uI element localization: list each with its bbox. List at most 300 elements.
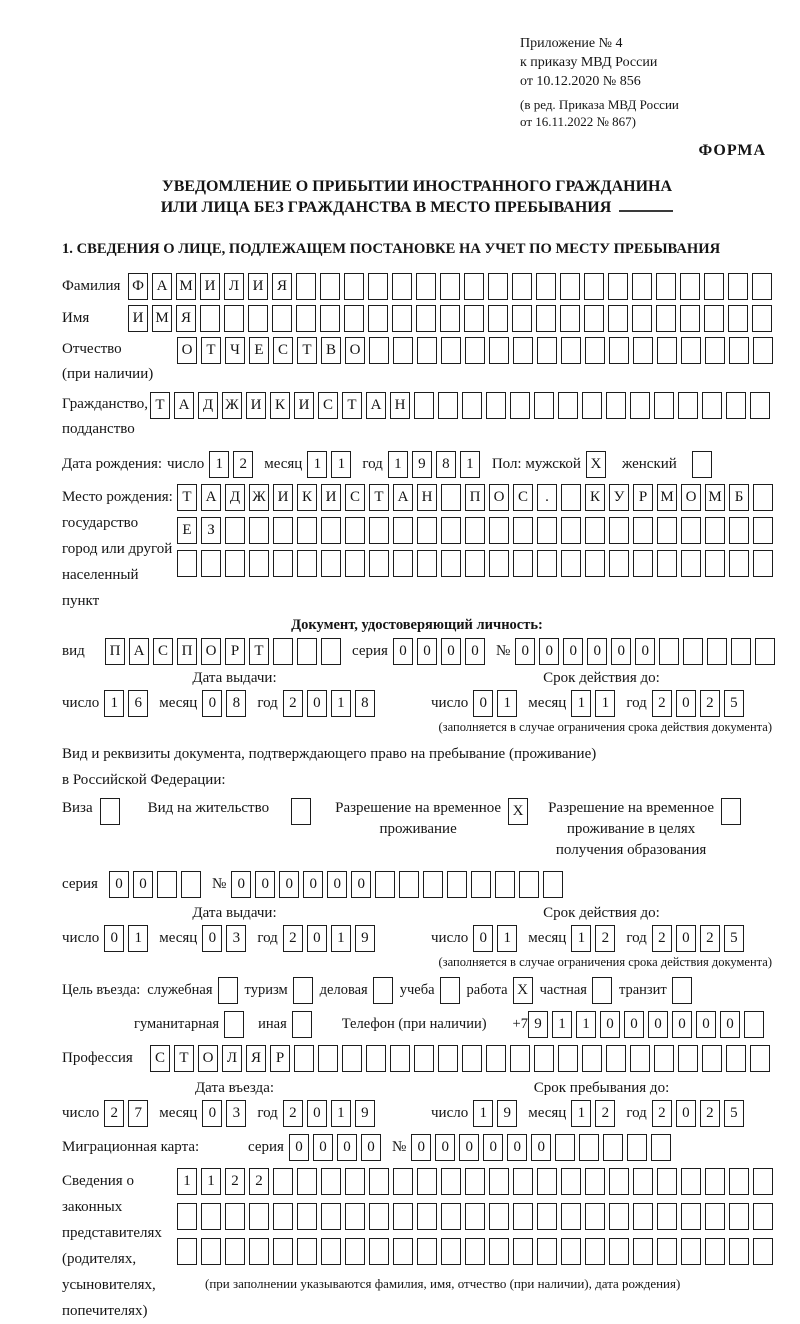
char-cell xyxy=(657,1238,677,1265)
char-cell xyxy=(369,517,389,544)
char-cell xyxy=(273,517,293,544)
char-cell xyxy=(486,392,506,419)
char-cell: Р xyxy=(225,638,245,665)
char-cell: 1 xyxy=(571,690,591,717)
char-cell: 0 xyxy=(307,1100,327,1127)
char-cell: 1 xyxy=(331,690,351,717)
rvp-number-cells xyxy=(231,871,563,898)
char-cell xyxy=(320,273,340,300)
char-cell: 0 xyxy=(327,871,347,898)
char-cell xyxy=(633,337,653,364)
char-cell: У xyxy=(609,484,629,511)
char-cell xyxy=(441,1203,461,1230)
char-cell: 8 xyxy=(355,690,375,717)
char-cell: С xyxy=(318,392,338,419)
year-label: год xyxy=(257,695,278,711)
rvp-valid-day-cells xyxy=(473,925,517,952)
char-cell xyxy=(393,550,413,577)
valid-until-label: Срок действия до: xyxy=(543,905,660,921)
char-cell: И xyxy=(128,305,148,332)
birth-year-cells xyxy=(388,451,480,478)
stay-day-cells xyxy=(473,1100,517,1127)
char-cell xyxy=(393,1203,413,1230)
char-cell xyxy=(273,638,293,665)
char-cell xyxy=(489,517,509,544)
char-cell: 9 xyxy=(497,1100,517,1127)
char-cell: 0 xyxy=(231,871,251,898)
month-label: месяц xyxy=(159,1105,198,1121)
char-cell xyxy=(536,305,556,332)
given-name-cells xyxy=(128,305,772,332)
temp-residence-edu-checkbox xyxy=(721,798,741,825)
char-cell xyxy=(633,550,653,577)
char-cell: Т xyxy=(369,484,389,511)
month-label: месяц xyxy=(528,930,567,946)
char-cell: А xyxy=(393,484,413,511)
char-cell: 1 xyxy=(209,451,229,478)
char-cell xyxy=(558,1045,578,1072)
char-cell: А xyxy=(201,484,221,511)
char-cell: Ж xyxy=(249,484,269,511)
series-label: серия xyxy=(352,643,388,659)
section1-heading: 1. СВЕДЕНИЯ О ЛИЦЕ, ПОДЛЕЖАЩЕМ ПОСТАНОВКЕ НА УЧЕТ ПО МЕСТУ ПРЕБЫВАНИЯ xyxy=(62,241,721,257)
char-cell xyxy=(273,1168,293,1195)
char-cell xyxy=(513,550,533,577)
rvp-issue-day-cells xyxy=(104,925,148,952)
char-cell xyxy=(659,638,679,665)
char-cell xyxy=(728,305,748,332)
char-cell xyxy=(584,305,604,332)
purpose-humanitarian: гуманитарная xyxy=(134,1011,244,1038)
char-cell xyxy=(510,1045,530,1072)
patronymic-row xyxy=(62,337,772,387)
char-cell: 0 xyxy=(202,1100,222,1127)
char-cell xyxy=(744,1011,764,1038)
char-cell xyxy=(225,550,245,577)
char-cell: . xyxy=(537,484,557,511)
patronymic-label: Отчество (при наличии) xyxy=(62,341,154,382)
char-cell xyxy=(464,305,484,332)
char-cell xyxy=(462,392,482,419)
surname-cells xyxy=(128,273,772,300)
char-cell xyxy=(608,273,628,300)
char-cell: 2 xyxy=(104,1100,124,1127)
char-cell xyxy=(297,1203,317,1230)
char-cell xyxy=(633,1203,653,1230)
char-cell: 2 xyxy=(700,1100,720,1127)
char-cell xyxy=(681,1168,701,1195)
char-cell xyxy=(513,517,533,544)
char-cell: 0 xyxy=(720,1011,740,1038)
representatives-label: Сведения о законных представителях (родителях, усыновителях, попечителях) xyxy=(62,1173,162,1319)
year-label: год xyxy=(257,1105,278,1121)
char-cell: С xyxy=(273,337,293,364)
char-cell xyxy=(592,977,612,1004)
char-cell xyxy=(447,871,467,898)
char-cell xyxy=(249,1203,269,1230)
char-cell: К xyxy=(297,484,317,511)
char-cell xyxy=(464,273,484,300)
char-cell: 1 xyxy=(576,1011,596,1038)
char-cell xyxy=(609,550,629,577)
char-cell xyxy=(296,305,316,332)
char-cell xyxy=(678,1045,698,1072)
passport-valid-day-cells xyxy=(473,690,517,717)
form-label: ФОРМА xyxy=(698,142,766,159)
char-cell: 2 xyxy=(652,925,672,952)
doc-type-label: вид xyxy=(62,643,85,659)
char-cell xyxy=(201,1238,221,1265)
char-cell xyxy=(672,977,692,1004)
birth-place-cells xyxy=(177,484,773,583)
day-label: число xyxy=(62,1105,100,1121)
day-label: число xyxy=(431,1105,469,1121)
char-cell: 0 xyxy=(531,1134,551,1161)
passport-valid-group xyxy=(431,690,772,717)
char-cell xyxy=(561,484,581,511)
char-cell xyxy=(292,1011,312,1038)
temp-residence-edu-option xyxy=(548,798,741,861)
char-cell xyxy=(728,273,748,300)
char-cell: Т xyxy=(177,484,197,511)
char-cell xyxy=(705,1238,725,1265)
char-cell: Т xyxy=(174,1045,194,1072)
char-cell: 0 xyxy=(507,1134,527,1161)
char-cell xyxy=(177,550,197,577)
rvp-valid-col xyxy=(431,904,772,952)
month-label: месяц xyxy=(159,930,198,946)
char-cell xyxy=(441,1238,461,1265)
char-cell xyxy=(438,392,458,419)
day-label: число xyxy=(62,695,100,711)
entry-date-group xyxy=(62,1100,407,1127)
char-cell xyxy=(465,550,485,577)
char-cell: О xyxy=(201,638,221,665)
char-cell xyxy=(393,337,413,364)
sex-male-label: Пол: мужской xyxy=(491,456,581,472)
char-cell: 1 xyxy=(552,1011,572,1038)
char-cell xyxy=(157,871,177,898)
char-cell: 0 xyxy=(307,925,327,952)
char-cell xyxy=(369,550,389,577)
month-label: месяц xyxy=(159,695,198,711)
birth-place-row2-cells xyxy=(177,517,773,544)
entry-date-label: Дата въезда: xyxy=(194,1080,275,1096)
char-cell xyxy=(657,337,677,364)
char-cell xyxy=(705,1168,725,1195)
char-cell: С xyxy=(150,1045,170,1072)
char-cell: 0 xyxy=(313,1134,333,1161)
char-cell xyxy=(225,517,245,544)
char-cell xyxy=(726,392,746,419)
rvp-valid-month-cells xyxy=(571,925,615,952)
char-cell xyxy=(248,305,268,332)
char-cell xyxy=(225,1203,245,1230)
char-cell xyxy=(224,305,244,332)
char-cell: 0 xyxy=(635,638,655,665)
char-cell: 1 xyxy=(331,925,351,952)
char-cell xyxy=(683,638,703,665)
title-line-1: УВЕДОМЛЕНИЕ О ПРИБЫТИИ ИНОСТРАННОГО ГРАЖДАНИНА xyxy=(161,178,673,195)
char-cell xyxy=(560,305,580,332)
char-cell xyxy=(495,871,515,898)
purpose-work-checkbox xyxy=(513,977,533,1004)
char-cell xyxy=(345,1238,365,1265)
char-cell xyxy=(753,550,773,577)
phone-prefix: +7 xyxy=(512,1016,528,1032)
char-cell: 0 xyxy=(337,1134,357,1161)
birth-date-label: Дата рождения: xyxy=(62,456,163,472)
char-cell: С xyxy=(513,484,533,511)
migration-card-label: Миграционная карта: xyxy=(62,1139,200,1155)
char-cell xyxy=(702,392,722,419)
char-cell: 2 xyxy=(652,690,672,717)
char-cell xyxy=(752,273,772,300)
char-cell xyxy=(681,517,701,544)
char-cell: 0 xyxy=(465,638,485,665)
char-cell xyxy=(753,484,773,511)
char-cell: Т xyxy=(297,337,317,364)
char-cell xyxy=(273,1203,293,1230)
char-cell xyxy=(392,305,412,332)
char-cell: Н xyxy=(390,392,410,419)
char-cell: 8 xyxy=(226,690,246,717)
purpose-private-checkbox xyxy=(592,977,612,1004)
char-cell xyxy=(681,1238,701,1265)
surname-label: Фамилия xyxy=(62,278,121,294)
birth-place-row1-cells xyxy=(177,484,773,511)
char-cell xyxy=(488,273,508,300)
char-cell xyxy=(731,638,751,665)
char-cell: Т xyxy=(201,337,221,364)
char-cell: 3 xyxy=(226,925,246,952)
char-cell: 1 xyxy=(388,451,408,478)
char-cell: 2 xyxy=(225,1168,245,1195)
char-cell xyxy=(297,550,317,577)
char-cell: 0 xyxy=(696,1011,716,1038)
sex-female-label: женский xyxy=(621,456,677,472)
char-cell xyxy=(465,517,485,544)
appendix-line: от 10.12.2020 № 856 xyxy=(520,74,641,89)
char-cell: 9 xyxy=(412,451,432,478)
day-label: число xyxy=(431,930,469,946)
char-cell xyxy=(417,1168,437,1195)
char-cell xyxy=(680,305,700,332)
char-cell xyxy=(726,1045,746,1072)
passport-valid-month-cells xyxy=(571,690,615,717)
char-cell xyxy=(440,977,460,1004)
char-cell: 2 xyxy=(249,1168,269,1195)
day-label: число xyxy=(167,456,205,472)
char-cell: 1 xyxy=(460,451,480,478)
entry-month-cells xyxy=(202,1100,246,1127)
issue-date-label: Дата выдачи: xyxy=(192,670,277,686)
char-cell xyxy=(630,392,650,419)
rvp-series-group xyxy=(62,871,563,898)
citizenship-row xyxy=(62,392,772,442)
char-cell: М xyxy=(705,484,725,511)
given-name-label: Имя xyxy=(62,310,90,326)
char-cell: 5 xyxy=(724,690,744,717)
char-cell: 0 xyxy=(307,690,327,717)
char-cell xyxy=(100,798,120,825)
char-cell: О xyxy=(177,337,197,364)
char-cell: 2 xyxy=(595,1100,615,1127)
year-label: год xyxy=(626,695,647,711)
char-cell xyxy=(423,871,443,898)
char-cell xyxy=(721,798,741,825)
representatives-row1-cells xyxy=(177,1168,773,1195)
char-cell xyxy=(609,1238,629,1265)
char-cell xyxy=(417,1238,437,1265)
purpose-business-checkbox xyxy=(373,977,393,1004)
char-cell: О xyxy=(198,1045,218,1072)
char-cell xyxy=(582,392,602,419)
char-cell xyxy=(177,1238,197,1265)
char-cell: А xyxy=(152,273,172,300)
rvp-valid-group xyxy=(431,925,772,952)
char-cell: 0 xyxy=(202,925,222,952)
entry-dates-section xyxy=(62,1079,772,1127)
char-cell: И xyxy=(200,273,220,300)
series-label: серия xyxy=(62,876,98,892)
char-cell xyxy=(633,1238,653,1265)
char-cell xyxy=(441,484,461,511)
representatives-row2-cells xyxy=(177,1203,773,1230)
char-cell xyxy=(471,871,491,898)
char-cell: Ф xyxy=(128,273,148,300)
char-cell xyxy=(489,1238,509,1265)
char-cell: 0 xyxy=(473,690,493,717)
char-cell xyxy=(489,337,509,364)
char-cell: И xyxy=(294,392,314,419)
char-cell xyxy=(561,1203,581,1230)
birth-date-row xyxy=(62,451,772,478)
char-cell xyxy=(729,1238,749,1265)
char-cell xyxy=(584,273,604,300)
char-cell xyxy=(585,1168,605,1195)
char-cell xyxy=(441,337,461,364)
purpose-transit-checkbox xyxy=(672,977,692,1004)
profession-cells xyxy=(150,1045,770,1072)
char-cell xyxy=(201,1203,221,1230)
char-cell xyxy=(414,392,434,419)
char-cell xyxy=(373,977,393,1004)
number-label: № xyxy=(211,876,227,892)
residence-type-row xyxy=(62,798,772,861)
stay-until-col xyxy=(431,1079,772,1127)
temp-residence-label: Разрешение на временное проживание xyxy=(335,800,502,837)
char-cell: 0 xyxy=(303,871,323,898)
month-label: месяц xyxy=(528,695,567,711)
char-cell xyxy=(705,517,725,544)
char-cell xyxy=(297,1168,317,1195)
char-cell xyxy=(681,337,701,364)
char-cell: 1 xyxy=(571,925,591,952)
entry-date-col xyxy=(62,1079,407,1127)
char-cell xyxy=(537,517,557,544)
char-cell: П xyxy=(105,638,125,665)
day-label: число xyxy=(431,695,469,711)
char-cell xyxy=(249,1238,269,1265)
birth-place-label: Место рождения: государство город или другой населенный пункт xyxy=(62,489,173,609)
phone-label: Телефон (при наличии) xyxy=(341,1016,487,1032)
char-cell: 9 xyxy=(355,1100,375,1127)
char-cell xyxy=(561,1238,581,1265)
char-cell: X xyxy=(513,977,533,1004)
passport-number-cells xyxy=(515,638,775,665)
char-cell: 0 xyxy=(411,1134,431,1161)
doc-type-group xyxy=(105,638,775,665)
char-cell: 1 xyxy=(177,1168,197,1195)
char-cell: 1 xyxy=(595,690,615,717)
char-cell xyxy=(753,1168,773,1195)
char-cell: 1 xyxy=(201,1168,221,1195)
char-cell: 8 xyxy=(436,451,456,478)
char-cell: 0 xyxy=(539,638,559,665)
char-cell: Т xyxy=(342,392,362,419)
char-cell: Е xyxy=(249,337,269,364)
rvp-issue-month-cells xyxy=(202,925,246,952)
char-cell: 2 xyxy=(283,925,303,952)
entry-year-cells xyxy=(283,1100,375,1127)
char-cell: Е xyxy=(177,517,197,544)
profession-label: Профессия xyxy=(62,1050,133,1066)
char-cell xyxy=(320,305,340,332)
stay-month-cells xyxy=(571,1100,615,1127)
char-cell xyxy=(704,305,724,332)
char-cell xyxy=(558,392,578,419)
char-cell xyxy=(681,550,701,577)
char-cell xyxy=(606,1045,626,1072)
char-cell: 0 xyxy=(473,925,493,952)
char-cell xyxy=(692,451,712,478)
char-cell: 1 xyxy=(497,925,517,952)
char-cell xyxy=(462,1045,482,1072)
purpose-work: работа X xyxy=(467,977,533,1004)
visa-label: Виза xyxy=(62,800,93,816)
char-cell: 0 xyxy=(255,871,275,898)
purpose-business: деловая xyxy=(320,977,393,1004)
char-cell: 9 xyxy=(528,1011,548,1038)
appendix-header xyxy=(520,34,772,130)
char-cell xyxy=(249,550,269,577)
char-cell xyxy=(273,1238,293,1265)
char-cell: 7 xyxy=(128,1100,148,1127)
char-cell: 5 xyxy=(724,1100,744,1127)
char-cell xyxy=(656,273,676,300)
char-cell: X xyxy=(586,451,606,478)
char-cell: И xyxy=(248,273,268,300)
char-cell xyxy=(678,392,698,419)
char-cell xyxy=(489,550,509,577)
char-cell xyxy=(654,1045,674,1072)
char-cell xyxy=(657,1168,677,1195)
char-cell xyxy=(465,1238,485,1265)
char-cell xyxy=(534,392,554,419)
purpose-official: служебная xyxy=(147,977,237,1004)
char-cell xyxy=(555,1134,575,1161)
char-cell xyxy=(375,871,395,898)
patronymic-cells xyxy=(177,337,773,364)
char-cell xyxy=(369,1168,389,1195)
char-cell xyxy=(438,1045,458,1072)
char-cell: М xyxy=(152,305,172,332)
rvp-issue-col xyxy=(62,904,407,952)
appendix-line: к приказу МВД России xyxy=(520,55,658,70)
char-cell xyxy=(345,517,365,544)
char-cell xyxy=(582,1045,602,1072)
